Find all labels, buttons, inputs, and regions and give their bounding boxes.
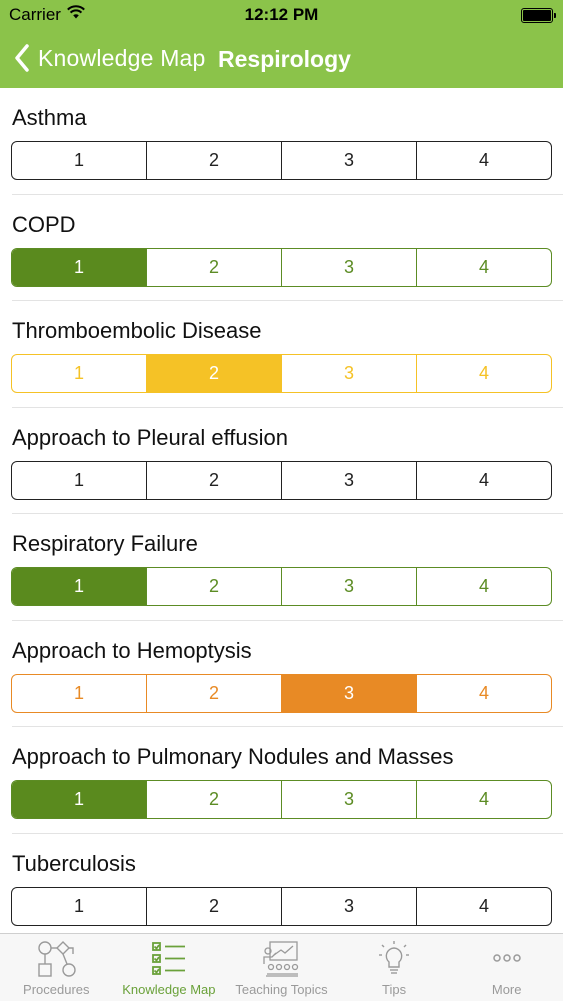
tab-teaching-topics[interactable] [225, 934, 338, 1001]
level-option-4[interactable]: 4 [416, 355, 551, 392]
carrier-label: Carrier [9, 5, 61, 24]
topic-label: Tuberculosis [12, 850, 136, 876]
level-segmented-control[interactable] [11, 567, 552, 606]
level-option-2[interactable]: 2 [146, 462, 281, 499]
level-option-4[interactable]: 4 [416, 568, 551, 605]
navigation-bar [0, 30, 563, 88]
topic-section [0, 301, 563, 408]
topic-section [0, 514, 563, 621]
topic-section [0, 834, 563, 934]
topic-label: Respiratory Failure [12, 531, 198, 556]
level-option-1[interactable]: 1 [73, 682, 84, 703]
level-segmented-control[interactable] [11, 461, 552, 500]
level-option-3[interactable]: 3 [281, 462, 416, 499]
topic-section [0, 408, 563, 515]
level-option-1[interactable]: 1 [73, 150, 84, 170]
tab-label: Procedures [23, 982, 90, 997]
topic-section [0, 195, 563, 302]
level-option-2[interactable]: 2 [146, 249, 281, 286]
level-option-4[interactable]: 4 [416, 781, 551, 818]
tab-label: Knowledge Map [122, 982, 216, 997]
level-option-2[interactable]: 2 [146, 142, 281, 179]
level-option-1[interactable]: 1 [12, 249, 146, 286]
level-option-3[interactable]: 3 [281, 781, 416, 818]
topic-label: Approach to Pulmonary Nodules and Masses [12, 744, 454, 769]
tab-label: Tips [382, 982, 407, 997]
topic-label: Asthma [12, 105, 87, 130]
tab-label: More [491, 982, 522, 997]
topic-list[interactable] [0, 88, 563, 933]
level-option-1[interactable]: 1 [12, 568, 146, 605]
level-option-1[interactable]: 1 [12, 781, 146, 818]
tab-bar [0, 933, 563, 1001]
level-option-1[interactable]: 1 [73, 895, 84, 916]
level-option-2[interactable]: 2 [146, 675, 281, 712]
status-time: 12:12 PM [244, 5, 319, 24]
back-button[interactable] [14, 40, 206, 76]
level-segmented-control[interactable] [11, 674, 552, 713]
tab-more[interactable] [450, 934, 563, 1001]
level-option-3[interactable]: 3 [281, 568, 416, 605]
level-option-2[interactable]: 2 [146, 355, 281, 392]
status-bar [0, 0, 563, 30]
level-option-3[interactable]: 3 [281, 355, 416, 392]
more-dots-icon [487, 940, 527, 978]
tab-procedures[interactable] [0, 934, 113, 1001]
topic-label: Thromboembolic Disease [12, 318, 262, 343]
topic-section [0, 621, 563, 728]
level-option-1[interactable]: 1 [73, 363, 84, 383]
level-option-2[interactable]: 2 [146, 568, 281, 605]
level-segmented-control[interactable] [11, 141, 552, 180]
level-option-4[interactable]: 4 [416, 462, 551, 499]
level-option-3[interactable]: 3 [281, 888, 416, 925]
level-option-3[interactable]: 3 [281, 142, 416, 179]
level-option-4[interactable]: 4 [416, 142, 551, 179]
topic-section [0, 727, 563, 834]
tab-knowledge-map[interactable] [113, 934, 226, 1001]
level-option-4[interactable]: 4 [416, 675, 551, 712]
teaching-presentation-icon [261, 940, 301, 978]
topic-label: Approach to Hemoptysis [12, 637, 252, 663]
level-option-2[interactable]: 2 [146, 888, 281, 925]
level-option-3[interactable]: 3 [281, 675, 416, 712]
page-title: Respirology [218, 46, 351, 72]
procedures-flowchart-icon [36, 940, 76, 978]
level-segmented-control[interactable] [11, 354, 552, 393]
level-option-4[interactable]: 4 [416, 249, 551, 286]
tab-tips[interactable] [338, 934, 451, 1001]
topic-section [0, 88, 563, 195]
level-segmented-control[interactable] [11, 780, 552, 819]
level-option-1[interactable]: 1 [73, 469, 84, 490]
level-option-4[interactable]: 4 [416, 888, 551, 925]
level-option-2[interactable]: 2 [146, 781, 281, 818]
tab-label: Teaching Topics [235, 982, 328, 997]
checklist-icon [149, 940, 189, 978]
lightbulb-icon [374, 940, 414, 978]
level-segmented-control[interactable] [11, 887, 552, 926]
topic-label: COPD [12, 211, 76, 237]
topic-label: Approach to Pleural effusion [12, 424, 288, 450]
level-option-3[interactable]: 3 [281, 249, 416, 286]
back-button-label: Knowledge Map [38, 44, 206, 71]
battery-icon [521, 8, 553, 23]
chevron-left-icon [14, 44, 30, 72]
level-segmented-control[interactable] [11, 248, 552, 287]
